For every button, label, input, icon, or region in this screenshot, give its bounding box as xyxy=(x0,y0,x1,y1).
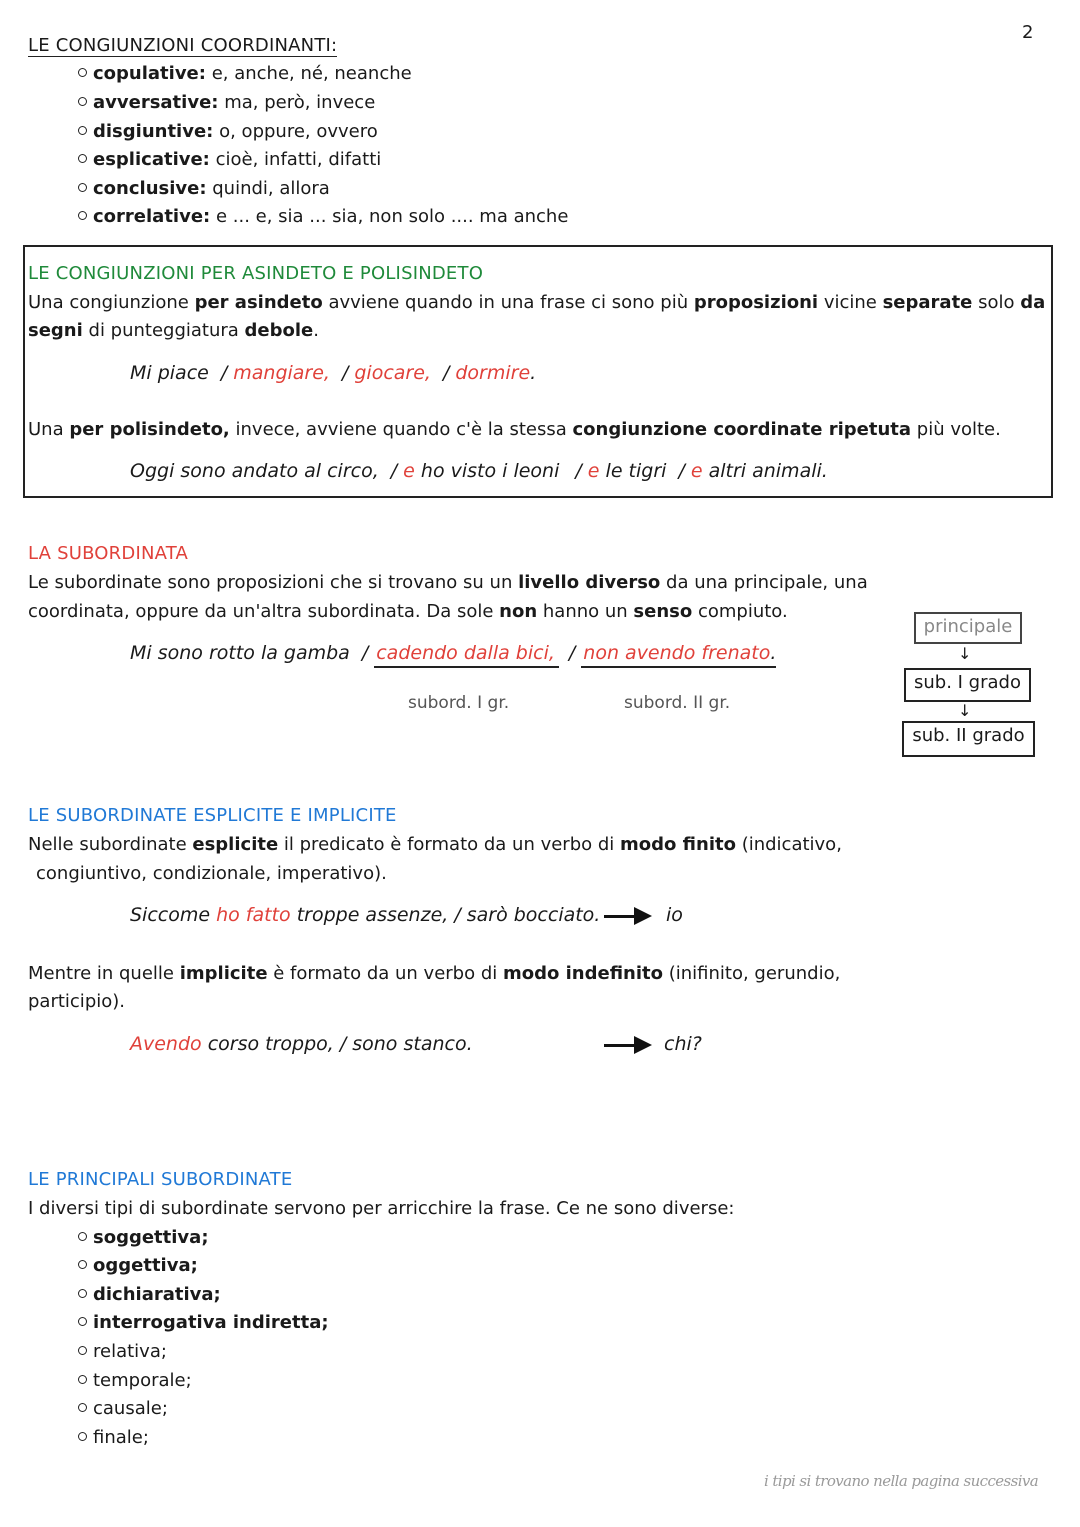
bullet-icon xyxy=(78,97,87,106)
bullet-icon xyxy=(78,1432,87,1441)
bullet-icon xyxy=(78,1317,87,1326)
subordinata-example: Mi sono rotto la gamba / cadendo dalla bici, / non avendo frenato. xyxy=(130,642,776,664)
bullet-icon xyxy=(78,1346,87,1355)
esplicite-paragraph: Nelle subordinate esplicite il predicato è formato da un verbo di modo finito (indicativo, xyxy=(28,834,842,855)
arrow-down-icon: ↓ xyxy=(958,701,972,720)
list-item: oggettiva; xyxy=(78,1255,198,1276)
subord-label-2: subord. II gr. xyxy=(624,693,731,713)
bullet-icon xyxy=(78,126,87,135)
footer-note: i tipi si trovano nella pagina successiva xyxy=(764,1472,1039,1490)
arrow-head xyxy=(634,1036,652,1054)
subord-label-1: subord. I gr. xyxy=(408,693,510,713)
implicite-paragraph: Mentre in quelle implicite è formato da un verbo di modo indefinito (inifinito, gerundio, xyxy=(28,963,841,984)
list-item: finale; xyxy=(78,1427,149,1448)
subordinata-paragraph-1-cont: coordinata, oppure da un'altra subordinata. Da sole non hanno un senso compiuto. xyxy=(28,601,788,622)
bullet-icon xyxy=(78,1289,87,1298)
section-title-asindeto: LE CONGIUNZIONI PER ASINDETO E POLISINDETO xyxy=(28,263,484,284)
implicite-result: chi? xyxy=(664,1033,702,1055)
section-title-principali: LE PRINCIPALI SUBORDINATE xyxy=(28,1169,293,1190)
arrow-down-icon: ↓ xyxy=(958,644,972,663)
list-item: causale; xyxy=(78,1398,168,1419)
bullet-icon xyxy=(78,68,87,77)
asindeto-paragraph-1-cont: segni di punteggiatura debole. xyxy=(28,320,320,341)
section-title-coordinanti: LE CONGIUNZIONI COORDINANTI: xyxy=(28,35,338,56)
asindeto-example: Mi piace / mangiare, / giocare, / dormire. xyxy=(130,362,537,384)
bullet-icon xyxy=(78,1232,87,1241)
diagram-box-principale: principale xyxy=(914,612,1022,644)
bullet-icon xyxy=(78,154,87,163)
list-item: relativa; xyxy=(78,1341,167,1362)
polisindeto-example: Oggi sono andato al circo, / e ho visto i leoni / e le tigri / e altri animali. xyxy=(130,460,828,482)
list-item: soggettiva; xyxy=(78,1227,209,1248)
arrow-right-icon xyxy=(604,1044,638,1047)
bullet-icon xyxy=(78,1403,87,1412)
page-number: 2 xyxy=(1022,22,1034,43)
list-item: conclusive: quindi, allora xyxy=(78,178,330,199)
list-item: dichiarativa; xyxy=(78,1284,221,1305)
bullet-icon xyxy=(78,211,87,220)
section-title-subordinata: LA SUBORDINATA xyxy=(28,543,189,564)
list-item: temporale; xyxy=(78,1370,192,1391)
implicite-example: Avendo corso troppo, / sono stanco. xyxy=(130,1033,473,1055)
list-item: copulative: e, anche, né, neanche xyxy=(78,63,412,84)
list-item: esplicative: cioè, infatti, difatti xyxy=(78,149,381,170)
esplicite-paragraph-cont: congiuntivo, condizionale, imperativo). xyxy=(36,863,387,884)
bullet-icon xyxy=(78,1260,87,1269)
list-item: correlative: e ... e, sia ... sia, non solo .... ma anche xyxy=(78,206,568,227)
section-title-esplicite: LE SUBORDINATE ESPLICITE E IMPLICITE xyxy=(28,805,397,826)
arrow-right-icon xyxy=(604,915,638,918)
principali-intro: I diversi tipi di subordinate servono per arricchire la frase. Ce ne sono diverse: xyxy=(28,1198,735,1219)
subordinata-paragraph-1: Le subordinate sono proposizioni che si trovano su un livello diverso da una principale, una xyxy=(28,572,868,593)
asindeto-paragraph-1: Una congiunzione per asindeto avviene quando in una frase ci sono più proposizioni vicine separate solo da xyxy=(28,292,1046,313)
polisindeto-paragraph: Una per polisindeto, invece, avviene quando c'è la stessa congiunzione coordinate ripetuta più volte. xyxy=(28,419,1001,440)
diagram-box-sub-2: sub. II grado xyxy=(902,721,1035,757)
implicite-paragraph-cont: participio). xyxy=(28,991,125,1012)
list-item: avversative: ma, però, invece xyxy=(78,92,375,113)
bullet-icon xyxy=(78,183,87,192)
diagram-box-sub-1: sub. I grado xyxy=(904,668,1031,702)
bullet-icon xyxy=(78,1375,87,1384)
esplicite-result: io xyxy=(666,904,683,926)
list-item: interrogativa indiretta; xyxy=(78,1312,329,1333)
esplicite-example: Siccome ho fatto troppe assenze, / sarò bocciato. xyxy=(130,904,601,926)
list-item: disgiuntive: o, oppure, ovvero xyxy=(78,121,378,142)
arrow-head xyxy=(634,907,652,925)
